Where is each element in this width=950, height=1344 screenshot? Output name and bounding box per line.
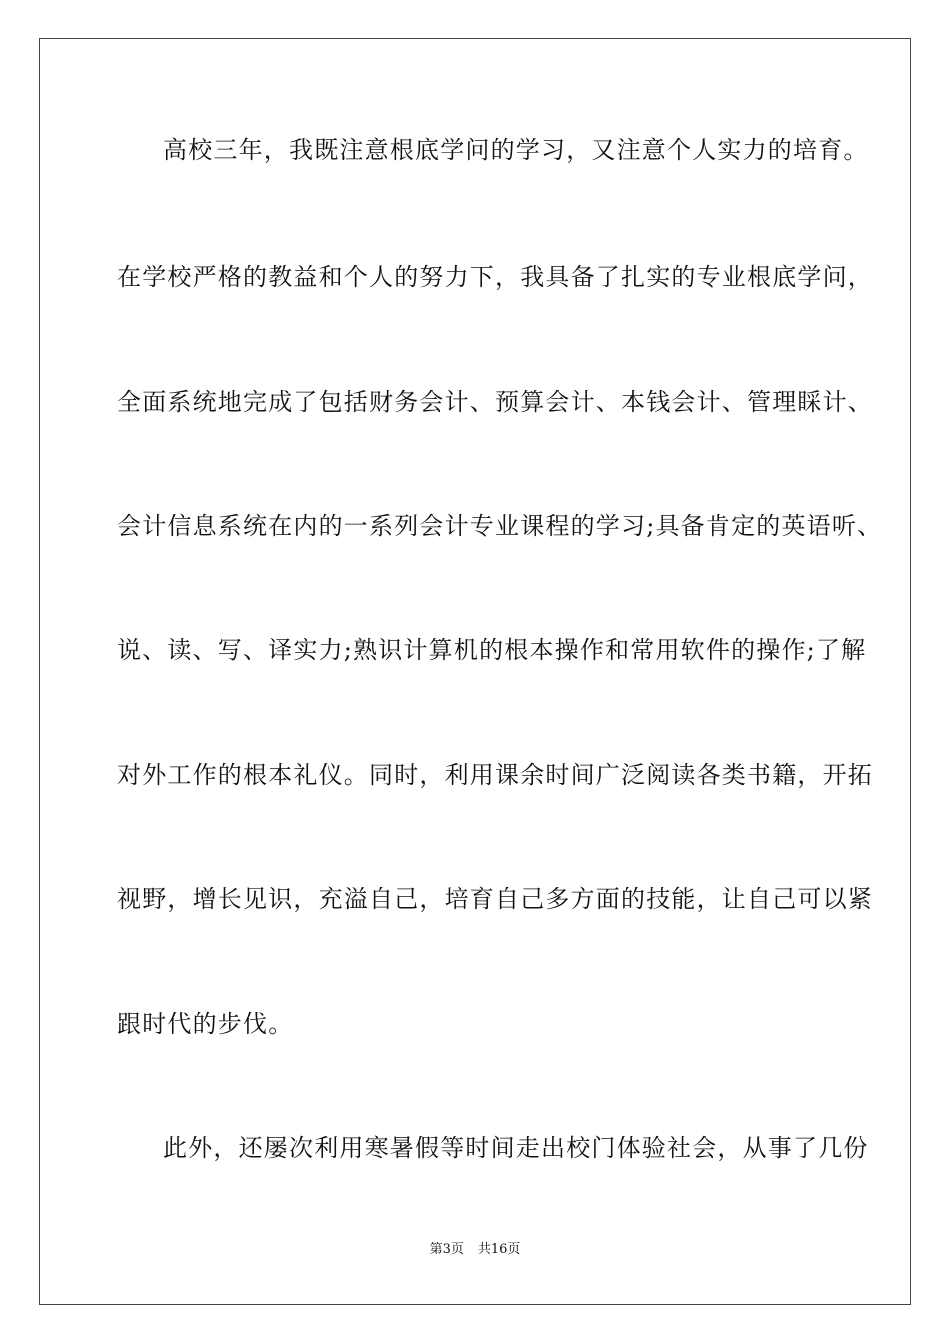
page-border	[39, 38, 911, 1305]
page-footer	[0, 1238, 950, 1257]
text-line: 对外工作的根本礼仪。同时，利用课余时间广泛阅读各类书籍，开拓	[117, 761, 873, 789]
text-line: 在学校严格的教益和个人的努力下，我具备了扎实的专业根底学问，	[117, 263, 873, 291]
text-line: 说、读、写、译实力;熟识计算机的根本操作和常用软件的操作;了解	[117, 636, 867, 664]
text-line: 跟时代的步伐。	[117, 1010, 294, 1038]
text-line: 高校三年，我既注意根底学问的学习，又注意个人实力的培育。	[163, 136, 869, 164]
text-line: 视野，增长见识，充溢自己，培育自己多方面的技能，让自己可以紧	[117, 885, 873, 913]
text-line: 全面系统地完成了包括财务会计、预算会计、本钱会计、管理睬计、	[117, 388, 873, 416]
text-line: 此外，还屡次利用寒暑假等时间走出校门体验社会，从事了几份	[163, 1134, 869, 1162]
page-total: 共16页	[477, 1242, 521, 1257]
page-number: 第3页	[429, 1242, 464, 1257]
text-line: 会计信息系统在内的一系列会计专业课程的学习;具备肯定的英语听、	[117, 512, 883, 540]
